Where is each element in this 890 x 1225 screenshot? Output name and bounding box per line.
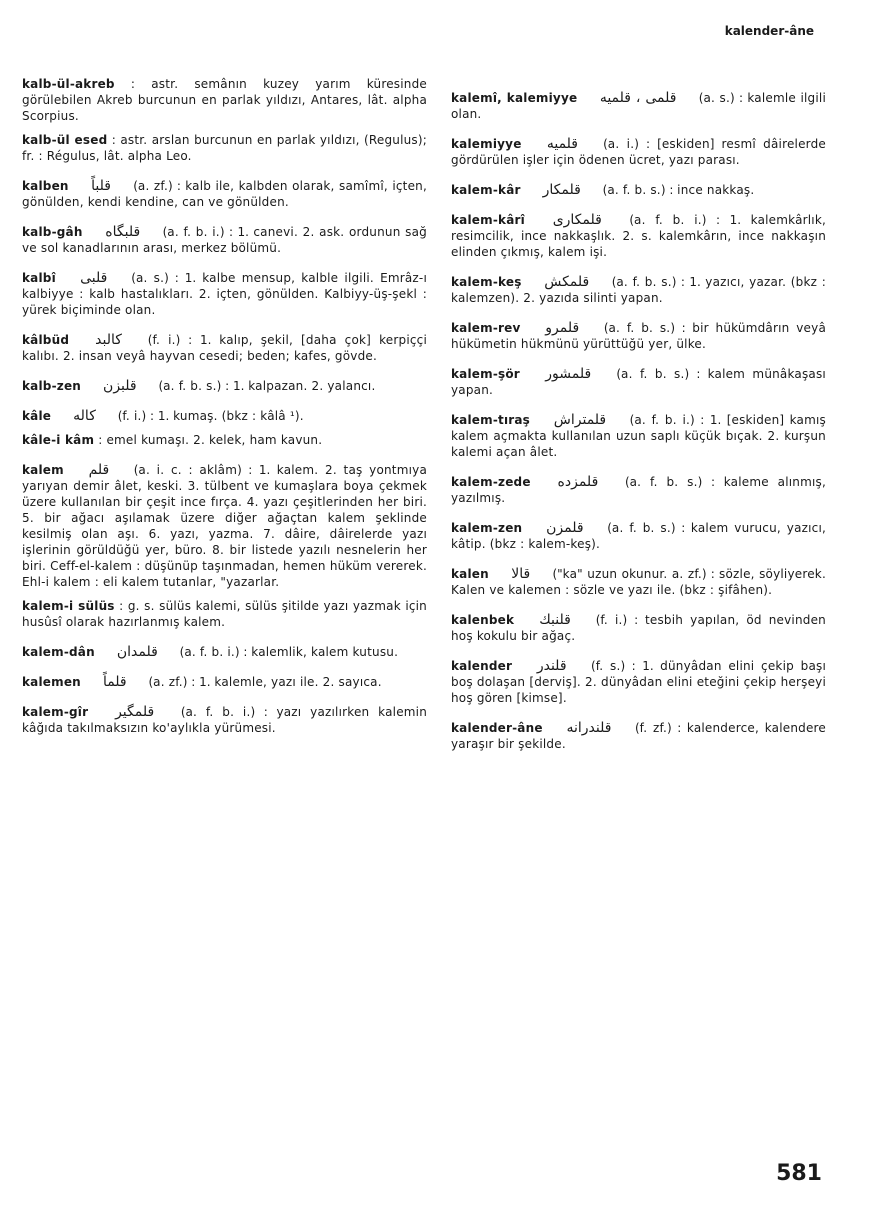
entry-arabic-script: قلندرانه: [566, 720, 612, 736]
entry-headword: kalem-şör: [451, 367, 520, 381]
entry-definition: : 1. canevi. 2. ask. ordunun sağ ve sol kanadlarının arası, merkez bölümü.: [22, 225, 427, 255]
dictionary-entry: [22, 332, 427, 364]
entry-headword: kalem: [22, 463, 64, 477]
dictionary-entry: [22, 674, 427, 690]
entry-definition: : 1. kumaş. (bkz : kâlâ ¹).: [150, 409, 304, 423]
dictionary-entry: [22, 178, 427, 210]
entry-headword: kalb-gâh: [22, 225, 83, 239]
dictionary-entry: [22, 462, 427, 590]
entry-grammar: (f. zf.): [634, 721, 672, 735]
entry-grammar: (f. s.): [591, 659, 626, 673]
entry-definition: : ince nakkaş.: [669, 183, 755, 197]
entry-arabic-script: قلمزده: [557, 474, 599, 490]
dictionary-entry: [451, 412, 826, 460]
entry-definition: : 1. kalem. 2. taş yontmıya yarıyan demir âlet, keski. 3. tülbent ve kumaşlara boya çekmek üzere kullanılan bir çeşit ince fırça. 4. yazı çeşitlerinden her biri. 5. bir ağacı aşılamak üzere diğer ağaçtan kalem şeklinde kesilmiş olan aşı. 6. yazı, yazma. 7. dâire, dâirelerde yazı işlerinin görüldüğü yer, büro. 8. bir listede yazılı nesnelerin her biri. Ceff-el-kalem : düşünüp taşınmadan, hemen hüküm vererek. Ehl-i kalem : eli kalem tutanlar, "yazarlar.: [22, 463, 427, 589]
dictionary-entry: [22, 432, 427, 448]
left-column: [22, 76, 427, 744]
dictionary-entry: [451, 520, 826, 552]
entry-arabic-script: قلمزن: [546, 520, 584, 536]
dictionary-entry: [22, 644, 427, 660]
dictionary-entry: [451, 566, 826, 598]
dictionary-entry: [451, 182, 826, 198]
entry-arabic-script: قلنبك: [539, 612, 571, 628]
dictionary-entry: [22, 704, 427, 736]
entry-headword: kalemen: [22, 675, 81, 689]
entry-grammar: (a. f. b. i.): [629, 213, 707, 227]
dictionary-entry: [22, 408, 427, 424]
entry-grammar: (f. i.): [595, 613, 628, 627]
entry-headword: kalem-gîr: [22, 705, 89, 719]
entry-arabic-script: قلمشور: [545, 366, 592, 382]
entry-definition: : yazı yazılırken kalemin kâğıda takılmaksızın ko'aylıkla yürümesi.: [22, 705, 428, 735]
entry-grammar: (a. i. c. : aklâm): [133, 463, 242, 477]
entry-headword: kalemiyye: [451, 137, 522, 151]
entry-definition: : emel kumaşı. 2. kelek, ham kavun.: [98, 433, 323, 447]
entry-headword: kalem-keş: [451, 275, 522, 289]
dictionary-entry: [451, 366, 826, 398]
entry-definition: : 1. dünyâdan elini çekip başı boş dolaşan [derviş]. 2. dünyâdan elini eteğini çekip herşeyi hoş gören [kimse].: [451, 659, 826, 705]
entry-definition: : kaleme alınmış, yazılmış.: [451, 475, 826, 505]
entry-arabic-script: قلميه: [546, 136, 578, 152]
entry-headword: kalb-ül esed: [22, 133, 108, 147]
entry-definition: : 1. kalemkârlık, resimcilik, ince nakkaşlık. 2. s. kalemkârın, ince nakkaşın elinden çıkmış, kalem işi.: [451, 213, 826, 259]
dictionary-entry: [22, 378, 427, 394]
entry-definition: : kalenderce, kalendere yaraşır bir şekilde.: [451, 721, 826, 751]
entry-grammar: (a. f. b. s.): [603, 321, 675, 335]
entry-grammar: (a. f. b. i.): [162, 225, 225, 239]
entry-headword: kalen: [451, 567, 489, 581]
entry-headword: kâle: [22, 409, 52, 423]
entry-definition: : kalb ile, kalbden olarak, samîmî, içten, gönülden, kendi kendine, can ve gönülden.: [22, 179, 427, 209]
entry-arabic-script: قلمرو: [545, 320, 580, 336]
entry-headword: kalender-âne: [451, 721, 543, 735]
entry-arabic-script: قلندر: [536, 658, 567, 674]
dictionary-entry: [451, 212, 826, 260]
entry-arabic-script: قلباً: [91, 178, 111, 194]
entry-definition: : 1. kalpazan. 2. yalancı.: [225, 379, 376, 393]
entry-definition: : kalemle ilgili olan.: [451, 91, 826, 121]
entry-grammar: (a. f. b. i.): [180, 705, 256, 719]
entry-headword: kalender: [451, 659, 513, 673]
entry-definition: : g. s. sülüs kalemi, sülüs şitilde yazı yazmak için husûsî olarak hazırlanmış kalem.: [22, 599, 427, 629]
entry-arabic-script: قلبگاه: [105, 224, 141, 240]
dictionary-entry: [451, 90, 826, 122]
running-head: kalender-âne: [724, 24, 814, 38]
entry-headword: kalben: [22, 179, 69, 193]
dictionary-entry: [22, 598, 427, 630]
entry-arabic-script: كاله: [73, 408, 96, 424]
entry-arabic-script: قلمكارى: [552, 212, 602, 228]
entry-arabic-script: قلمتراش: [553, 412, 607, 428]
entry-headword: kalem-tıraş: [451, 413, 531, 427]
entry-grammar: (a. zf.): [133, 179, 173, 193]
dictionary-entry: [451, 136, 826, 168]
entry-arabic-script: قلبى: [80, 270, 108, 286]
entry-headword: kâle-i kâm: [22, 433, 95, 447]
dictionary-entry: [451, 612, 826, 644]
entry-headword: kalb-ül-akreb: [22, 77, 115, 91]
entry-grammar: (a. f. b. i.): [629, 413, 695, 427]
entry-grammar: (a. s.): [698, 91, 735, 105]
entry-arabic-script: قلمكش: [544, 274, 590, 290]
entry-headword: kalemî, kalemiyye: [451, 91, 578, 105]
dictionary-entry: [451, 658, 826, 706]
dictionary-entry: [22, 224, 427, 256]
entry-headword: kalem-zede: [451, 475, 531, 489]
entry-definition: : 1. [eskiden] kamış kalem açmakta kullanılan uzun saplı küçük bıçak. 2. kurşun kalemi açan âlet.: [451, 413, 826, 459]
entry-definition: : astr. semânın kuzey yarım küresinde görülebilen Akreb burcunun en parlak yıldızı, Antares, lât. alpha Scorpius.: [22, 77, 427, 123]
entry-grammar: (a. f. b. i.): [179, 645, 240, 659]
entry-arabic-script: قلمدان: [116, 644, 158, 660]
entry-definition: : bir hükümdârın veyâ hükümetin hükmünü yürüttüğü yer, ülke.: [451, 321, 826, 351]
entry-definition: : astr. arslan burcunun en parlak yıldızı, (Regulus); fr. : Régulus, lât. alpha Leo.: [22, 133, 427, 163]
entry-grammar: (f. i.): [147, 333, 181, 347]
entry-arabic-script: كالبد: [95, 332, 122, 348]
entry-arabic-script: قلماً: [102, 674, 127, 690]
entry-definition: : sözle, söyliyerek. Kalen ve kalemen : sözle ve yazı ile. (bkz : şifâhen).: [451, 567, 826, 597]
entry-headword: kalem-dân: [22, 645, 95, 659]
entry-headword: kalbî: [22, 271, 56, 285]
dictionary-entry: [22, 76, 427, 124]
entry-grammar: (a. f. b. s.): [602, 183, 666, 197]
entry-grammar: (a. i.): [603, 137, 639, 151]
entry-definition: : 1. kalbe mensup, kalble ilgili. Emrâz-ı kalbiyye : kalb hastalıkları. 2. içten, gönülden. Kalbiyy-üş-şekl : yürek biçiminde olan.: [22, 271, 427, 317]
entry-definition: : 1. yazıcı, yazar. (bkz : kalemzen). 2. yazıda silinti yapan.: [451, 275, 826, 305]
entry-headword: kalem-i sülüs: [22, 599, 115, 613]
entry-headword: kalb-zen: [22, 379, 82, 393]
entry-headword: kalem-kâr: [451, 183, 521, 197]
entry-definition: : 1. kalıp, şekil, [daha çok] kerpiççi kalıbı. 2. insan veyâ hayvan cesedi; beden; kafes, gövde.: [22, 333, 427, 363]
entry-headword: kalenbek: [451, 613, 515, 627]
entry-grammar: (a. f. b. s.): [624, 475, 703, 489]
entry-grammar: (a. f. b. s.): [158, 379, 222, 393]
entry-arabic-script: قلمگير: [115, 704, 155, 720]
entry-definition: : [eskiden] resmî dâirelerde gördürülen işler için ödenen ücret, yazı parası.: [451, 137, 826, 167]
entry-grammar: (a. f. b. s.): [607, 521, 676, 535]
entry-arabic-script: قلبزن: [103, 378, 137, 394]
entry-grammar: (a. f. b. s.): [611, 275, 677, 289]
dictionary-entry: [451, 474, 826, 506]
entry-headword: kalem-zen: [451, 521, 523, 535]
entry-headword: kâlbüd: [22, 333, 70, 347]
right-column: [451, 76, 826, 760]
entry-definition: : tesbih yapılan, öd nevinden hoş kokulu bir ağaç.: [451, 613, 826, 643]
entry-definition: : 1. kalemle, yazı ile. 2. sayıca.: [191, 675, 382, 689]
entry-headword: kalem-rev: [451, 321, 521, 335]
entry-definition: : kalem vurucu, yazıcı, kâtip. (bkz : kalem-keş).: [451, 521, 827, 551]
entry-grammar: (a. zf.): [148, 675, 188, 689]
entry-arabic-script: قلمى ، قلميه: [599, 90, 677, 106]
entry-grammar: ("ka" uzun okunur. a. zf.): [552, 567, 707, 581]
entry-grammar: (a. s.): [131, 271, 169, 285]
entry-grammar: (a. f. b. s.): [616, 367, 690, 381]
entry-arabic-script: قالا: [511, 566, 531, 582]
entry-grammar: (f. i.): [117, 409, 147, 423]
dictionary-entry: [22, 270, 427, 318]
entry-arabic-script: قلمكار: [542, 182, 581, 198]
entry-definition: : kalemlik, kalem kutusu.: [243, 645, 399, 659]
entry-arabic-script: قلم: [88, 462, 110, 478]
dictionary-entry: [451, 320, 826, 352]
dictionary-entry: [22, 132, 427, 164]
dictionary-entry: [451, 274, 826, 306]
entry-definition: : kalem münâkaşası yapan.: [451, 367, 826, 397]
entry-headword: kalem-kârî: [451, 213, 525, 227]
page-number: 581: [776, 1161, 822, 1186]
dictionary-entry: [451, 720, 826, 752]
